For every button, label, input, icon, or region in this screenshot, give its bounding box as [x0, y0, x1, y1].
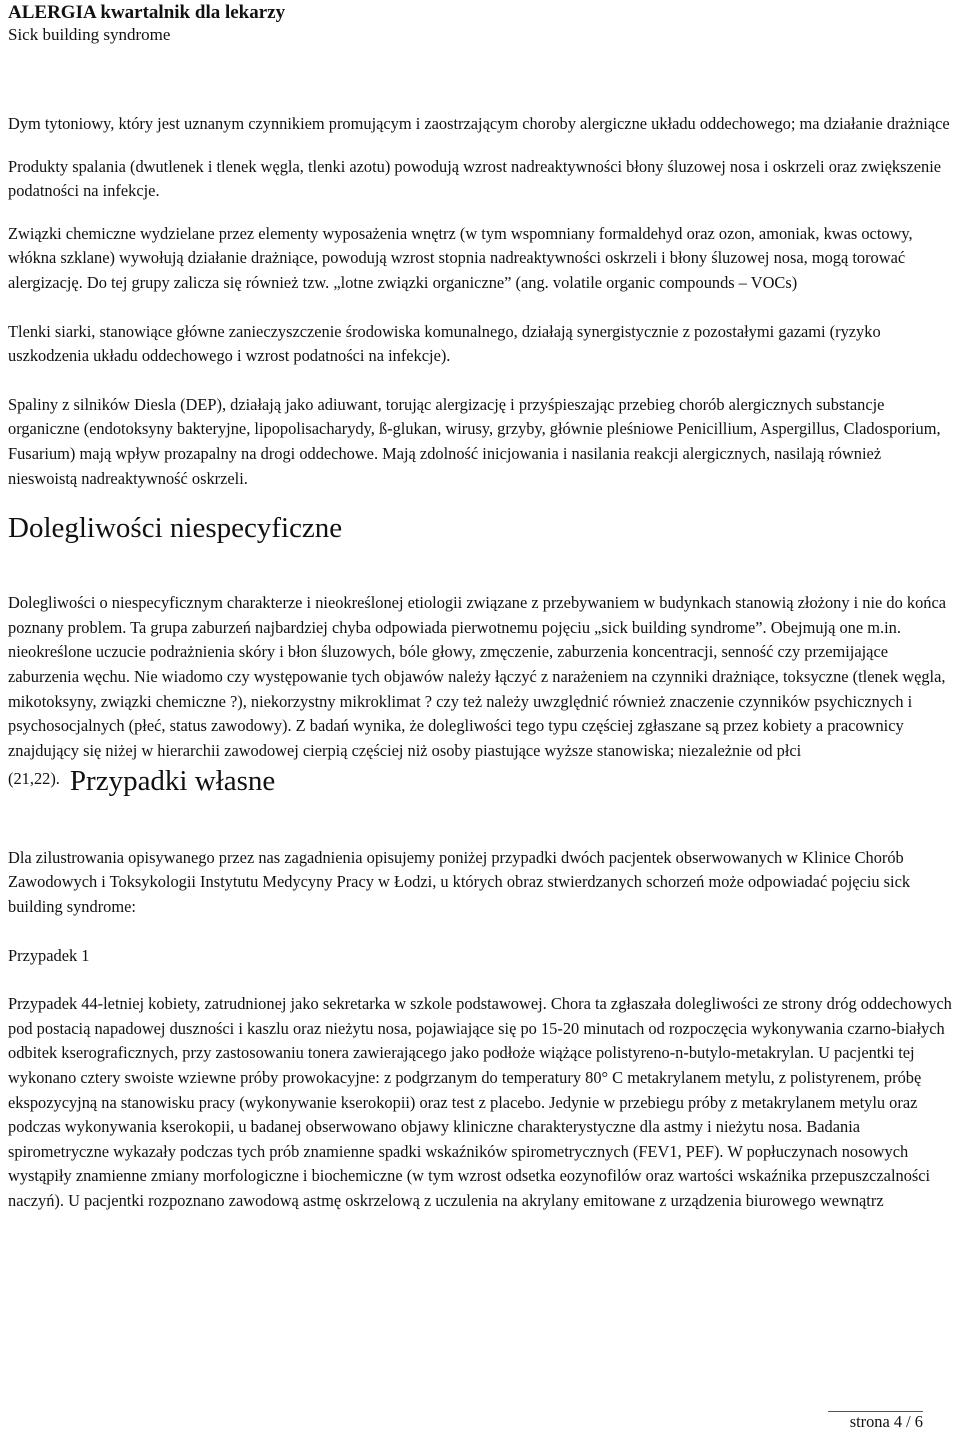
section-heading: Przypadki własne — [69, 765, 276, 798]
paragraph: Związki chemiczne wydzielane przez elementy wyposażenia wnętrz (w tym wspomniany formaldehyd oraz ozon, amoniak, kwas octowy, włókna szklane) wywołują działanie drażniące, powodują wzrost stopnia nadreaktywności oskrzeli i błony śluzowej nosa, mogą torować alergizację. Do tej grupy zalicza się również tzw. „lotne związki organiczne” (ang. volatile organic compounds – VOCs) — [8, 223, 913, 292]
paragraph: Tlenki siarki, stanowiące główne zanieczyszczenie środowiska komunalnego, działają synergistycznie z pozostałymi gazami (ryzyko uszkodzenia układu oddechowego i wzrost podatności na infekcje). — [8, 321, 881, 366]
paragraph-text: Dolegliwości o niespecyficznym charakterze i nieokreślonej etiologii związane z przebywaniem w budynkach stanowią złożony i nie do końca poznany problem. Ta grupa zaburzeń najbardziej chyba odpowiada pierwotnemu pojęciu „sick building syndrome”. Obejmują one m.in. nieokreślone uczucie podrażnienia skóry i błon śluzowych, bóle głowy, zmęczenie, zaburzenia koncentracji, senność czy przemijające zaburzenia węchu. Nie wiadomo czy występowanie tych objawów należy łączyć z narażeniem na czynniki drażniące, toksyczne (tlenek węgla, mikotoksyny, związki chemiczne ?), niekorzystny mikroklimat ? czy też należy uwzględnić również znaczenie czynników psychicznych i psychosocjalnych (płeć, status zawodowy). Z badań wynika, że dolegliwości tego typu częściej zgłaszane są przez kobiety a pracownicy znajdujący się niżej w hierarchii zawodowej cierpią częściej niż osoby piastujące wyższe stanowiska; niezależnie od płci (21,22). — [8, 593, 947, 789]
section-heading: Dolegliwości niespecyficzne — [8, 512, 343, 545]
article-body — [8, 112, 954, 1214]
case-label: Przypadek 1 — [8, 945, 90, 965]
paragraph: Produkty spalania (dwutlenek i tlenek węgla, tlenki azotu) powodują wzrost nadreaktywności błony śluzowej nosa i oskrzeli oraz zwiększenie podatności na infekcje. — [8, 156, 942, 201]
page-number: strona 4 / 6 — [849, 1412, 923, 1431]
paragraph — [8, 591, 954, 798]
article-title: Sick building syndrome — [8, 25, 171, 44]
paragraph: Przypadek 44-letniej kobiety, zatrudnionej jako sekretarka w szkole podstawowej. Chora ta zgłaszała dolegliwości ze strony dróg oddechowych pod postacią napadowej duszności i kaszlu oraz nieżytu nosa, pojawiające się po 15-20 minutach od rozpoczęcia wykonywania czarno-białych odbitek kserograficznych, przy zastosowaniu tonera zawierającego jako podłoże wiążące polistyreno-n-butylo-metakrylan. U pacjentki tej wykonano cztery swoiste wziewne próby prowokacyjne: z podgrzanym do temperatury 80° C metakrylanem metylu, z polistyrenem, próbę ekspozycyjną na stanowisku pracy (wykonywanie kserokopii) oraz test z placebo. Jedynie w przebiegu próby z metakrylanem metylu oraz podczas wykonywania kserokopii, u badanej obserwowano objawy kliniczne charakterystyczne dla astmy i nieżytu nosa. Badania spirometryczne wykazały podczas tych prób znamienne spadki wskaźników spirometrycznych (FEV1, PEF). W popłuczynach nosowych wystąpiły znamienne zmiany morfologiczne i biochemiczne (w tym wzrost odsetka eozynofilów oraz wartości wskaźnika przepuszczalności naczyń). U pacjentki rozpoznano zawodową astmę oskrzelową z uczulenia na akrylany emitowane z urządzenia biurowego wewnątrz — [8, 994, 952, 1210]
page-header — [8, 0, 952, 46]
paragraph: Spaliny z silników Diesla (DEP), działają jako adiuwant, torując alergizację i przyśpieszając przebieg chorób alergicznych substancje organiczne (endotoksyny bakteryjne, lipopolisacharydy, ß-glukan, wirusy, grzyby, głównie pleśniowe Penicillium, Aspergillus, Cladosporium, Fusarium) mają wpływ prozapalny na drogi oddechowe. Mają zdolność inicjowania i nasilania reakcji alergicznych, nasilają również nieswoistą nadreaktywność oskrzeli. — [8, 394, 941, 488]
journal-title: ALERGIA kwartalnik dla lekarzy — [8, 2, 286, 23]
paragraph: Dla zilustrowania opisywanego przez nas zagadnienia opisujemy poniżej przypadki dwóch pacjentek obserwowanych w Klinice Chorób Zawodowych i Toksykologii Instytutu Medycyny Pracy w Łodzi, u których obraz stwierdzanych schorzeń może odpowiadać pojęciu sick building syndrome: — [8, 847, 911, 917]
paragraph: Dym tytoniowy, który jest uznanym czynnikiem promującym i zaostrzającym choroby alergiczne układu oddechowego; ma działanie drażniące — [8, 114, 950, 133]
